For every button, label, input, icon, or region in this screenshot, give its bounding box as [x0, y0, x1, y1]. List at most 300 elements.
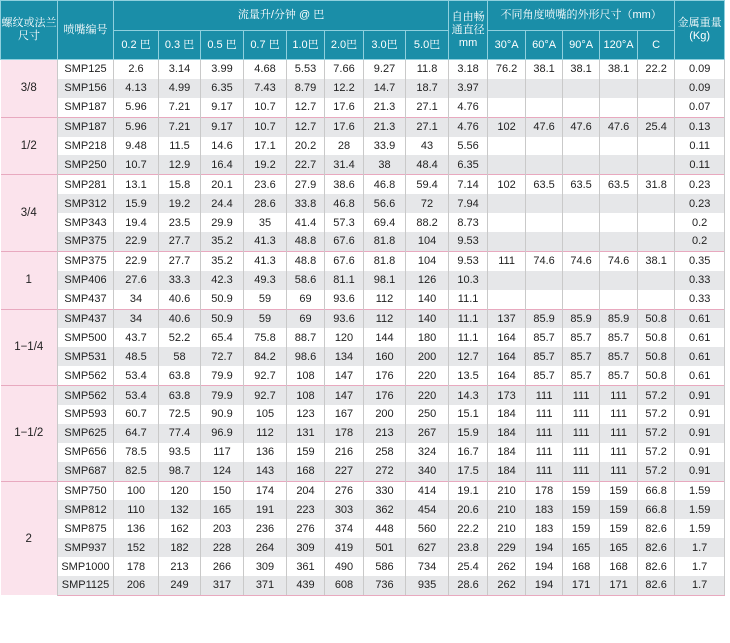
flow-cell: 48.4	[406, 155, 449, 174]
flow-cell: 272	[364, 462, 406, 481]
flow-cell: 93.6	[325, 290, 364, 309]
flow-cell: 178	[325, 424, 364, 443]
flow-cell: 34	[114, 309, 159, 328]
flow-cell: 84.2	[244, 347, 287, 366]
flow-cell: 33.8	[287, 194, 325, 213]
flow-cell: 28	[325, 137, 364, 156]
flow-cell: 41.3	[244, 251, 287, 270]
flow-cell: 419	[325, 538, 364, 557]
flow-cell: 124	[201, 462, 244, 481]
dimension-cell: 159	[600, 481, 638, 500]
table-row	[1, 424, 725, 443]
flow-cell: 35	[244, 213, 287, 232]
flow-cell: 20.2	[287, 137, 325, 156]
dimension-cell: 262	[488, 557, 526, 576]
flow-cell: 330	[364, 481, 406, 500]
dimension-cell	[563, 194, 600, 213]
weight-cell: 1.59	[675, 481, 725, 500]
flow-cell: 191	[244, 500, 287, 519]
flow-cell: 276	[287, 519, 325, 538]
flow-cell: 21.3	[364, 98, 406, 117]
flow-cell: 216	[325, 443, 364, 462]
dimension-cell	[638, 137, 675, 156]
dimension-cell	[600, 155, 638, 174]
dimension-cell: 184	[488, 462, 526, 481]
flow-cell: 147	[325, 366, 364, 385]
flow-cell: 27.7	[159, 251, 201, 270]
flow-cell: 11.5	[159, 137, 201, 156]
dimension-cell	[488, 155, 526, 174]
dimension-cell: 111	[526, 405, 563, 424]
flow-cell: 136	[244, 443, 287, 462]
table-row	[1, 328, 725, 347]
flow-cell: 362	[364, 500, 406, 519]
pressure-header: 1.0巴	[287, 31, 325, 60]
flow-cell: 48.8	[287, 232, 325, 251]
free-passage-cell: 14.3	[449, 386, 488, 405]
flow-cell: 9.17	[201, 98, 244, 117]
flow-cell: 92.7	[244, 366, 287, 385]
weight-cell: 1.7	[675, 576, 725, 595]
flow-cell: 160	[364, 347, 406, 366]
flow-cell: 64.7	[114, 424, 159, 443]
model-cell: SMP875	[58, 519, 114, 538]
weight-cell: 0.2	[675, 232, 725, 251]
dimension-cell: 159	[563, 481, 600, 500]
flow-cell: 7.66	[325, 60, 364, 79]
size-cell: 1−1/4	[1, 309, 58, 386]
flow-cell: 258	[364, 443, 406, 462]
flow-cell: 200	[364, 405, 406, 424]
flow-cell: 159	[287, 443, 325, 462]
flow-cell: 414	[406, 481, 449, 500]
free-passage-cell: 11.1	[449, 309, 488, 328]
flow-cell: 56.6	[364, 194, 406, 213]
dimension-cell: 111	[563, 443, 600, 462]
dimension-cell	[526, 271, 563, 290]
weight-cell: 0.91	[675, 405, 725, 424]
flow-cell: 98.7	[159, 462, 201, 481]
dimension-header: 120°A	[600, 31, 638, 60]
table-row	[1, 194, 725, 213]
flow-cell: 15.8	[159, 175, 201, 194]
flow-cell: 67.6	[325, 232, 364, 251]
flow-cell: 734	[406, 557, 449, 576]
flow-cell: 40.6	[159, 309, 201, 328]
dimension-cell	[638, 271, 675, 290]
dimension-cell	[600, 137, 638, 156]
dimension-cell: 22.2	[638, 60, 675, 79]
flow-cell: 60.7	[114, 405, 159, 424]
flow-cell: 59.4	[406, 175, 449, 194]
dimension-cell: 111	[563, 424, 600, 443]
dimension-cell: 85.9	[563, 309, 600, 328]
flow-cell: 140	[406, 309, 449, 328]
free-passage-cell: 3.18	[449, 60, 488, 79]
dimension-cell: 165	[563, 538, 600, 557]
flow-cell: 69.4	[364, 213, 406, 232]
flow-cell: 182	[159, 538, 201, 557]
dimension-cell: 85.7	[526, 366, 563, 385]
flow-cell: 27.9	[287, 175, 325, 194]
flow-cell: 38	[364, 155, 406, 174]
dimension-cell: 159	[563, 500, 600, 519]
dimension-cell: 25.4	[638, 117, 675, 136]
flow-cell: 110	[114, 500, 159, 519]
flow-cell: 18.7	[406, 79, 449, 98]
free-passage-cell: 5.56	[449, 137, 488, 156]
dimension-cell: 168	[600, 557, 638, 576]
dimension-cell	[526, 194, 563, 213]
table-row	[1, 538, 725, 557]
dimension-cell: 111	[600, 443, 638, 462]
dimension-cell: 164	[488, 328, 526, 347]
flow-cell: 90.9	[201, 405, 244, 424]
flow-cell: 112	[244, 424, 287, 443]
dimension-cell	[600, 271, 638, 290]
dimension-cell: 171	[563, 576, 600, 595]
flow-cell: 34	[114, 290, 159, 309]
dimension-cell	[638, 98, 675, 117]
flow-cell: 134	[325, 347, 364, 366]
dimension-cell: 57.2	[638, 443, 675, 462]
dimension-cell: 111	[600, 424, 638, 443]
flow-cell: 454	[406, 500, 449, 519]
flow-cell: 17.6	[325, 117, 364, 136]
free-passage-cell: 23.8	[449, 538, 488, 557]
flow-cell: 22.9	[114, 232, 159, 251]
flow-cell: 72.5	[159, 405, 201, 424]
dimension-cell: 50.8	[638, 328, 675, 347]
free-passage-cell: 6.35	[449, 155, 488, 174]
weight-cell: 0.13	[675, 117, 725, 136]
flow-cell: 72	[406, 194, 449, 213]
flow-cell: 490	[325, 557, 364, 576]
flow-cell: 220	[406, 366, 449, 385]
dimension-cell	[600, 98, 638, 117]
weight-cell: 0.33	[675, 271, 725, 290]
dimension-cell: 85.7	[526, 347, 563, 366]
flow-cell: 19.2	[159, 194, 201, 213]
dimension-cell: 171	[600, 576, 638, 595]
free-passage-cell: 8.73	[449, 213, 488, 232]
flow-cell: 560	[406, 519, 449, 538]
table-row	[1, 576, 725, 595]
table-row	[1, 386, 725, 405]
dimension-cell: 210	[488, 481, 526, 500]
dimension-cell: 159	[600, 519, 638, 538]
flow-cell: 46.8	[325, 194, 364, 213]
weight-cell: 1.59	[675, 519, 725, 538]
flow-cell: 608	[325, 576, 364, 595]
flow-cell: 12.9	[159, 155, 201, 174]
dimension-cell: 194	[526, 538, 563, 557]
dimension-header: C	[638, 31, 675, 60]
dimension-cell: 63.5	[526, 175, 563, 194]
dimension-cell: 38.1	[563, 60, 600, 79]
free-passage-cell: 11.1	[449, 328, 488, 347]
flow-cell: 19.2	[244, 155, 287, 174]
dimension-cell	[638, 290, 675, 309]
dimension-cell	[600, 290, 638, 309]
size-cell: 1/2	[1, 117, 58, 175]
flow-cell: 23.6	[244, 175, 287, 194]
pressure-header: 0.2 巴	[114, 31, 159, 60]
flow-cell: 81.8	[364, 251, 406, 270]
dims-group-header: 不同角度喷嘴的外形尺寸（mm）	[488, 1, 675, 31]
flow-cell: 13.1	[114, 175, 159, 194]
flow-cell: 75.8	[244, 328, 287, 347]
flow-cell: 112	[364, 290, 406, 309]
dimension-cell: 66.8	[638, 500, 675, 519]
dimension-cell: 74.6	[563, 251, 600, 270]
flow-cell: 227	[325, 462, 364, 481]
dimension-cell: 76.2	[488, 60, 526, 79]
dimension-cell	[488, 98, 526, 117]
model-cell: SMP625	[58, 424, 114, 443]
dimension-cell	[526, 232, 563, 251]
flow-cell: 317	[201, 576, 244, 595]
flow-cell: 53.4	[114, 386, 159, 405]
model-cell: SMP218	[58, 137, 114, 156]
dimension-cell: 57.2	[638, 462, 675, 481]
table-row	[1, 366, 725, 385]
flow-cell: 27.1	[406, 98, 449, 117]
pressure-header: 5.0巴	[406, 31, 449, 60]
flow-cell: 31.4	[325, 155, 364, 174]
flow-cell: 374	[325, 519, 364, 538]
flow-cell: 35.2	[201, 232, 244, 251]
flow-cell: 180	[406, 328, 449, 347]
table-row	[1, 519, 725, 538]
dimension-cell	[563, 137, 600, 156]
dimension-cell: 63.5	[600, 175, 638, 194]
free-passage-cell: 17.5	[449, 462, 488, 481]
dimension-cell: 85.9	[526, 309, 563, 328]
table-body	[1, 60, 725, 596]
model-cell: SMP437	[58, 309, 114, 328]
dimension-cell: 184	[488, 443, 526, 462]
dimension-cell: 262	[488, 576, 526, 595]
dimension-cell: 111	[526, 462, 563, 481]
dimension-cell	[600, 213, 638, 232]
flow-cell: 53.4	[114, 366, 159, 385]
flow-cell: 82.5	[114, 462, 159, 481]
pressure-header: 3.0巴	[364, 31, 406, 60]
dimension-cell: 85.7	[563, 347, 600, 366]
table-row	[1, 347, 725, 366]
dimension-cell: 47.6	[600, 117, 638, 136]
dimension-cell: 102	[488, 175, 526, 194]
dimension-cell	[638, 213, 675, 232]
flow-cell: 167	[325, 405, 364, 424]
free-passage-cell: 22.2	[449, 519, 488, 538]
table-row	[1, 405, 725, 424]
flow-cell: 206	[114, 576, 159, 595]
flow-cell: 77.4	[159, 424, 201, 443]
model-cell: SMP437	[58, 290, 114, 309]
table-row	[1, 213, 725, 232]
table-row	[1, 443, 725, 462]
weight-cell: 0.91	[675, 386, 725, 405]
dimension-cell: 85.7	[563, 366, 600, 385]
model-cell: SMP937	[58, 538, 114, 557]
weight-header: 金属重量(Kg)	[675, 1, 725, 60]
flow-cell: 2.6	[114, 60, 159, 79]
flow-cell: 324	[406, 443, 449, 462]
flow-cell: 10.7	[244, 117, 287, 136]
flow-cell: 58	[159, 347, 201, 366]
flow-cell: 147	[325, 386, 364, 405]
table-row	[1, 117, 725, 136]
dimension-cell: 194	[526, 557, 563, 576]
flow-cell: 81.1	[325, 271, 364, 290]
flow-cell: 340	[406, 462, 449, 481]
size-cell: 3/8	[1, 60, 58, 118]
dimension-header: 60°A	[526, 31, 563, 60]
flow-cell: 63.8	[159, 366, 201, 385]
model-cell: SMP562	[58, 366, 114, 385]
flow-cell: 250	[406, 405, 449, 424]
dimension-cell: 183	[526, 519, 563, 538]
flow-cell: 136	[114, 519, 159, 538]
dimension-cell: 85.7	[600, 366, 638, 385]
flow-cell: 69	[287, 290, 325, 309]
dimension-header: 90°A	[563, 31, 600, 60]
dimension-cell: 74.6	[600, 251, 638, 270]
dimension-cell: 47.6	[526, 117, 563, 136]
dimension-cell	[563, 290, 600, 309]
flow-cell: 213	[159, 557, 201, 576]
dimension-cell	[638, 232, 675, 251]
flow-cell: 33.3	[159, 271, 201, 290]
free-passage-cell: 16.7	[449, 443, 488, 462]
free-passage-cell: 9.53	[449, 251, 488, 270]
flow-cell: 33.9	[364, 137, 406, 156]
flow-cell: 264	[244, 538, 287, 557]
flow-cell: 23.5	[159, 213, 201, 232]
dimension-cell	[563, 271, 600, 290]
flow-cell: 50.9	[201, 290, 244, 309]
flow-cell: 35.2	[201, 251, 244, 270]
model-header: 喷嘴编号	[58, 1, 114, 60]
flow-cell: 81.8	[364, 232, 406, 251]
dimension-header: 30°A	[488, 31, 526, 60]
dimension-cell: 66.8	[638, 481, 675, 500]
flow-cell: 12.7	[287, 98, 325, 117]
flow-cell: 7.21	[159, 117, 201, 136]
table-row	[1, 137, 725, 156]
pressure-header: 0.3 巴	[159, 31, 201, 60]
table-row	[1, 251, 725, 270]
flow-cell: 50.9	[201, 309, 244, 328]
dimension-cell	[563, 213, 600, 232]
dimension-cell: 57.2	[638, 386, 675, 405]
flow-cell: 132	[159, 500, 201, 519]
pressure-header: 0.7 巴	[244, 31, 287, 60]
flow-cell: 501	[364, 538, 406, 557]
flow-cell: 627	[406, 538, 449, 557]
flow-cell: 59	[244, 290, 287, 309]
dimension-cell	[488, 194, 526, 213]
flow-cell: 92.7	[244, 386, 287, 405]
size-cell: 1−1/2	[1, 386, 58, 481]
dimension-cell: 57.2	[638, 424, 675, 443]
flow-cell: 371	[244, 576, 287, 595]
flow-cell: 266	[201, 557, 244, 576]
flow-cell: 108	[287, 366, 325, 385]
dimension-cell: 111	[563, 462, 600, 481]
flow-cell: 104	[406, 251, 449, 270]
dimension-cell: 111	[488, 251, 526, 270]
flow-cell: 108	[287, 386, 325, 405]
flow-cell: 5.96	[114, 98, 159, 117]
weight-cell: 1.59	[675, 500, 725, 519]
flow-cell: 19.4	[114, 213, 159, 232]
free-passage-cell: 12.7	[449, 347, 488, 366]
flow-cell: 439	[287, 576, 325, 595]
free-passage-cell: 4.76	[449, 98, 488, 117]
flow-cell: 3.99	[201, 60, 244, 79]
flow-cell: 43.7	[114, 328, 159, 347]
flow-cell: 204	[287, 481, 325, 500]
dimension-cell	[638, 194, 675, 213]
dimension-cell	[638, 79, 675, 98]
dimension-cell	[488, 271, 526, 290]
dimension-cell	[526, 137, 563, 156]
dimension-cell: 82.6	[638, 557, 675, 576]
dimension-cell: 102	[488, 117, 526, 136]
flow-cell: 5.53	[287, 60, 325, 79]
table-row	[1, 175, 725, 194]
dimension-cell: 85.7	[563, 328, 600, 347]
flow-cell: 586	[364, 557, 406, 576]
flow-cell: 162	[159, 519, 201, 538]
flow-cell: 49.3	[244, 271, 287, 290]
flow-cell: 213	[364, 424, 406, 443]
flow-cell: 9.27	[364, 60, 406, 79]
flow-cell: 12.2	[325, 79, 364, 98]
dimension-cell: 63.5	[563, 175, 600, 194]
flow-cell: 178	[114, 557, 159, 576]
flow-cell: 6.35	[201, 79, 244, 98]
flow-cell: 104	[406, 232, 449, 251]
size-cell: 3/4	[1, 175, 58, 252]
flow-cell: 10.7	[114, 155, 159, 174]
dimension-cell	[526, 79, 563, 98]
flow-cell: 7.43	[244, 79, 287, 98]
flow-cell: 16.4	[201, 155, 244, 174]
weight-cell: 0.61	[675, 309, 725, 328]
flow-cell: 249	[159, 576, 201, 595]
dimension-cell	[563, 232, 600, 251]
table-header	[1, 1, 725, 60]
flow-cell: 27.6	[114, 271, 159, 290]
flow-cell: 144	[364, 328, 406, 347]
free-passage-cell: 15.1	[449, 405, 488, 424]
flow-cell: 236	[244, 519, 287, 538]
free-passage-cell: 19.1	[449, 481, 488, 500]
flow-cell: 123	[287, 405, 325, 424]
flow-cell: 79.9	[201, 386, 244, 405]
size-cell: 2	[1, 481, 58, 595]
flow-cell: 112	[364, 309, 406, 328]
flow-cell: 38.6	[325, 175, 364, 194]
flow-cell: 96.9	[201, 424, 244, 443]
flow-cell: 93.6	[325, 309, 364, 328]
flow-cell: 98.6	[287, 347, 325, 366]
model-cell: SMP156	[58, 79, 114, 98]
